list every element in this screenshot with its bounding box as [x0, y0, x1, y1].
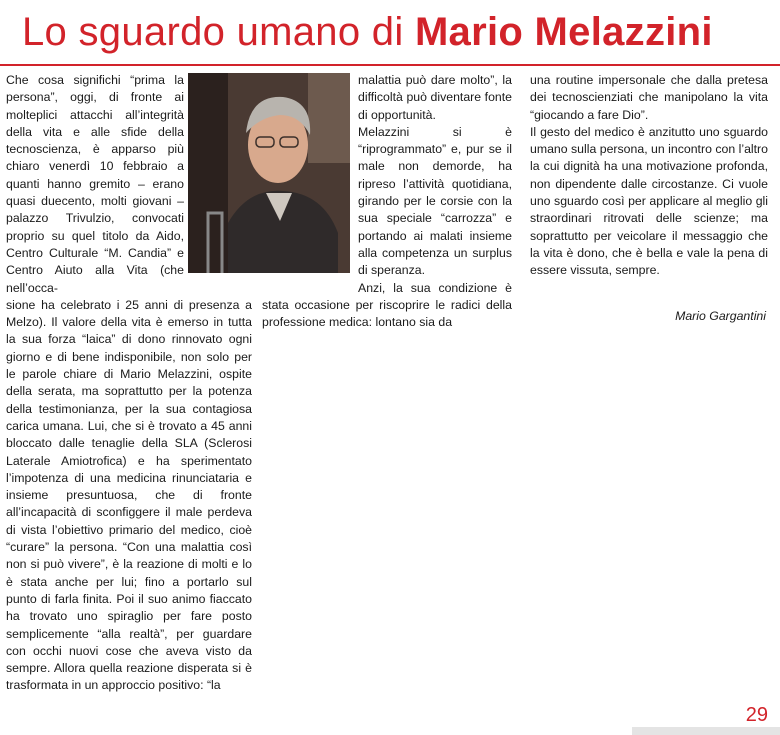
column-3 [530, 72, 768, 280]
title-light: Lo sguardo umano di [22, 10, 415, 54]
title-bold: Mario Melazzini [414, 10, 713, 54]
column-3-paragraph-2: Il gesto del medico è anzitutto uno sguardo umano sulla persona, un incontro con l’altro la cui dignità ha una motivazione profonda, non dipendente dalle circostanze. Ci vuole uno sguardo così per applicare al meglio gli straordinari ritrovati delle scienze; ma soprattutto per veicolare il messaggio che la vita è dono, che è bella e vale la pena di essere vissuta, sempre. [530, 124, 768, 278]
column-2-paragraph-2: Melazzini si è “riprogrammato” e, pur se il male non demorde, ha ripreso l’attività quotidiana, girando per le corsie con la sua speciale “carrozza” e portando ai malati insieme alla competenza un surplus di speranza. [358, 124, 512, 278]
footer-bar [632, 727, 780, 735]
article-title [22, 8, 713, 56]
column-3-paragraph-1: una routine impersonale che dalla pretesa dei tecnoscienziati che manipolano la vita “giocando a fare Dio”. [530, 73, 768, 122]
column-2-top-text: malattia può dare molto”, la difficoltà può diventare fonte di opportunità. [358, 73, 512, 122]
column-1-narrow-text: Che cosa significhi “prima la persona”, oggi, di fronte ai molteplici attacchi all’integrità della vita e alle sfide della tecnoscienza, è apparso più chiaro venerdì 10 febbraio a quanti hanno gremito – erano quasi duecento, molti giovani – palazzo Trivulzio, convocati proprio su quel titolo da Aido, Centro Culturale “M. Candia” e Centro Aiuto alla Vita (che nell’occa- [6, 73, 184, 295]
column-2 [262, 72, 512, 331]
page-number: 29 [745, 704, 768, 726]
title-rule [0, 64, 780, 66]
column-1-full-text: sione ha celebrato i 25 anni di presenza a Melzo). Il valore della vita è emerso in tutta la sua forza “laica” di dono rinnovato ogni giorno e di bene indisponibile, non solo per le parole chiare di Mario Melazzini, ospite della serata, ma soprattutto per la potenza della testimonianza, per la sua contagiosa carica umana. Lui, che si è trovato a 45 anni bloccato dalle tenaglie della SLA (Sclerosi Laterale Amiotrofica) e ha sperimentato l’impotenza di una medicina rinunciataria e insieme presuntuosa, che di fronte all’incapacità di sconfiggere il male perdeva di vista l’obiettivo primario del medico, cioè “curare” la persona. “Con una malattia così non si può vivere”, è la reazione di molti e lo è stata anche per lui; fino a portarlo sul punto di farla finita. Poi il suo animo fiaccato ha trovato uno spiraglio per fare posto semplicemente “alla realtà”, per guardare con occhi nuovi cose che aveva visto da sempre. Allora quella reazione disperata si è trasformata in un approccio positivo: “la [6, 297, 252, 693]
column-2-paragraph-3: Anzi, la sua condizione è stata occasione per riscoprire le radici della professione medica: lontano sia da [262, 280, 512, 330]
author-signature: Mario Gargantini [675, 309, 766, 323]
